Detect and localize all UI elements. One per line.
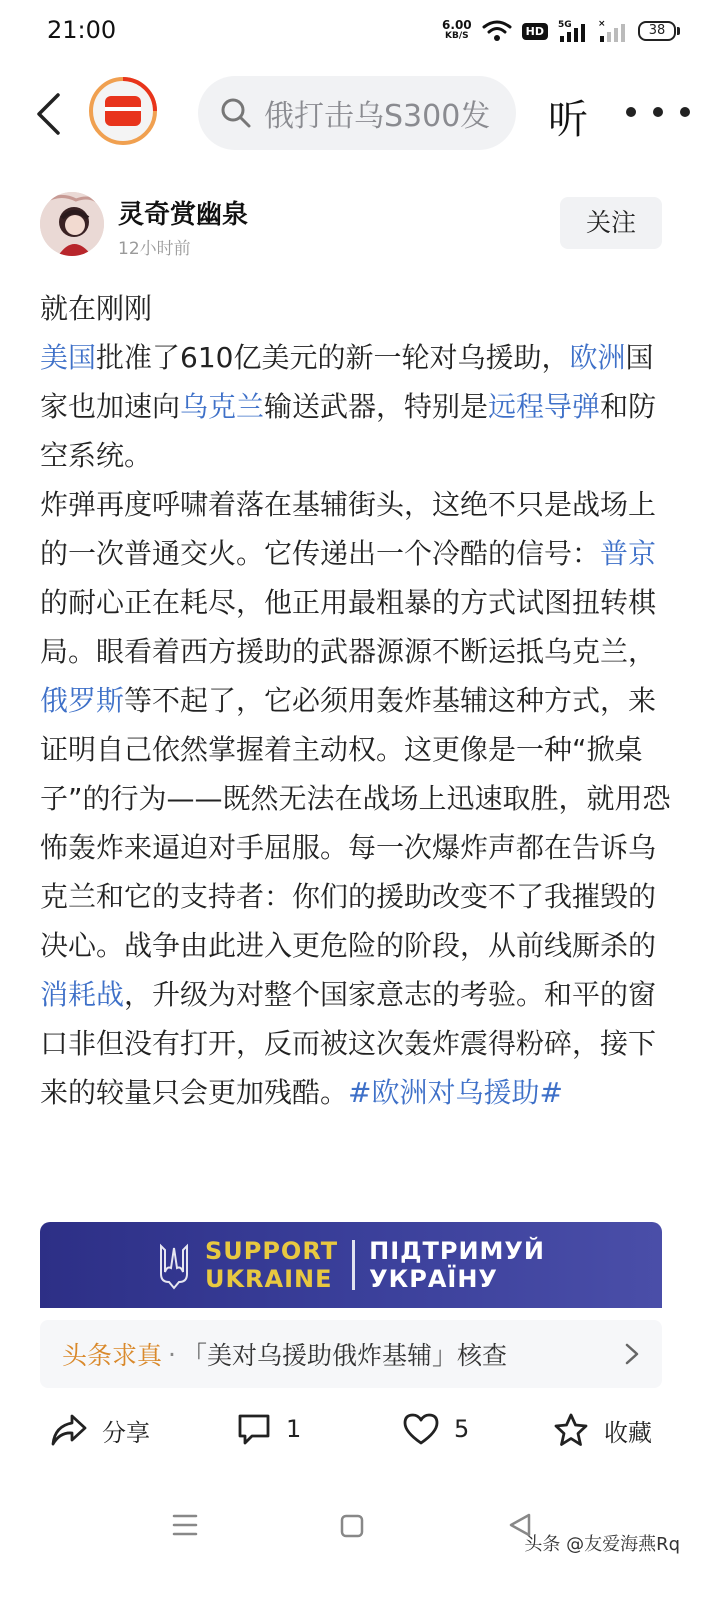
network-speed xyxy=(442,20,472,42)
banner-uk-line: УКРАЇНУ xyxy=(369,1265,498,1293)
author-name[interactable]: 灵奇赏幽泉 xyxy=(118,200,249,230)
trident-icon xyxy=(157,1240,191,1290)
article-text: 和防空系统。 xyxy=(40,390,657,472)
chevron-right-icon xyxy=(624,1342,640,1366)
more-dot-icon xyxy=(680,107,690,117)
link-europe[interactable]: 欧洲 xyxy=(569,341,626,374)
fact-check-card[interactable] xyxy=(40,1320,662,1388)
link-usa[interactable]: 美国 xyxy=(40,341,97,374)
article-text: 就在刚刚 xyxy=(40,292,153,325)
link-long-range-missile[interactable]: 远程导弹 xyxy=(488,390,601,423)
article-paragraph xyxy=(40,333,680,480)
network-speed-value: 6.00 xyxy=(442,18,472,32)
listen-button[interactable]: 听 xyxy=(548,97,588,143)
svg-text:×: × xyxy=(598,19,606,29)
chevron-left-icon xyxy=(34,92,62,136)
banner-divider xyxy=(352,1240,355,1290)
status-icons xyxy=(442,14,680,48)
battery-level: 38 xyxy=(638,21,676,41)
more-dot-icon xyxy=(653,107,663,117)
article-paragraph xyxy=(40,480,680,1117)
home-square-icon xyxy=(340,1514,364,1538)
like-count: 5 xyxy=(454,1415,470,1443)
toutiao-logo-icon xyxy=(88,76,158,146)
article-text: 输送武器，特别是 xyxy=(264,390,489,423)
comment-icon xyxy=(236,1412,272,1446)
like-button[interactable] xyxy=(402,1412,469,1446)
support-ukraine-image[interactable] xyxy=(40,1222,662,1308)
signal-5g-icon xyxy=(558,18,588,44)
back-button[interactable] xyxy=(28,88,68,140)
article-text: 的耐心正在耗尽，他正用最粗暴的方式试图扭转棋局。眼看着西方援助的武器源源不断运抵乌克兰， xyxy=(40,586,657,668)
hashtag-link[interactable]: #欧洲对乌援助# xyxy=(348,1076,563,1109)
watermark: 头条 @友爱海燕Rq xyxy=(524,1534,680,1555)
fact-check-brand: 头条求真 xyxy=(62,1341,163,1370)
wifi-icon xyxy=(482,19,512,43)
action-bar xyxy=(0,1400,720,1466)
status-time: 21:00 xyxy=(47,16,117,44)
svg-text:5G: 5G xyxy=(558,20,572,30)
battery-icon xyxy=(638,21,680,41)
article-text: 批准了610亿美元的新一轮对乌援助， xyxy=(96,341,570,374)
battery-tip xyxy=(677,27,680,35)
link-ukraine[interactable]: 乌克兰 xyxy=(180,390,265,423)
search-icon xyxy=(220,97,252,129)
article-paragraph xyxy=(40,284,680,333)
favorite-button[interactable] xyxy=(552,1412,652,1448)
toutiao-logo-button[interactable] xyxy=(88,76,158,146)
heart-icon xyxy=(402,1412,440,1446)
hd-badge: HD xyxy=(522,23,548,40)
search-placeholder: 俄打击乌S300发 xyxy=(264,99,491,134)
star-icon xyxy=(552,1412,590,1448)
more-dot-icon xyxy=(626,107,636,117)
recent-apps-button[interactable] xyxy=(172,1512,198,1542)
link-war-of-attrition[interactable]: 消耗战 xyxy=(40,978,125,1011)
banner-ukrainian-text xyxy=(369,1237,545,1293)
post-time: 12小时前 xyxy=(118,239,191,259)
article-text: 炸弹再度呼啸着落在基辅街头，这绝不只是战场上的一次普通交火。它传递出一个冷酷的信号： xyxy=(40,488,657,570)
banner-en-line: SUPPORT xyxy=(204,1237,339,1265)
article-text: 国家也加速向 xyxy=(40,341,654,423)
home-button[interactable] xyxy=(340,1514,364,1542)
share-icon xyxy=(50,1412,88,1448)
network-speed-unit: KB/S xyxy=(445,31,469,41)
search-input[interactable] xyxy=(198,76,516,150)
author-avatar[interactable] xyxy=(40,192,104,256)
fact-check-separator: · xyxy=(168,1339,176,1369)
comment-button[interactable] xyxy=(236,1412,301,1446)
fact-check-title: 「美对乌援助俄炸基辅」核查 xyxy=(181,1341,507,1370)
link-putin[interactable]: 普京 xyxy=(600,537,657,570)
article-text: ，升级为对整个国家意志的考验。和平的窗口非但没有打开，反而被这次轰炸震得粉碎，接下来的较量只会更加残酷。 xyxy=(40,978,657,1109)
article-text: 等不起了，它必须用轰炸基辅这种方式，来证明自己依然掌握着主动权。这更像是一种“掀桌子”的行为——既然无法在战场上迅速取胜，就用恐怖轰炸来逼迫对手屈服。每一次爆炸声都在告诉乌克兰和它的支持者：你们的援助改变不了我摧毁的决心。战争由此进入更危险的阶段，从前线厮杀的 xyxy=(40,684,671,962)
share-label: 分享 xyxy=(102,1418,150,1447)
menu-icon xyxy=(172,1512,198,1538)
banner-uk-line: ПІДТРИМУЙ xyxy=(369,1237,546,1265)
signal-icon xyxy=(598,18,628,44)
more-options-button[interactable] xyxy=(626,100,690,124)
banner-english-text xyxy=(205,1237,338,1293)
share-button[interactable] xyxy=(50,1412,150,1448)
comment-count: 1 xyxy=(286,1415,302,1443)
follow-button[interactable]: 关注 xyxy=(560,197,662,249)
avatar-image xyxy=(40,192,104,256)
favorite-label: 收藏 xyxy=(604,1418,652,1447)
link-russia[interactable]: 俄罗斯 xyxy=(40,684,125,717)
article-body xyxy=(40,284,680,1117)
banner-en-line: UKRAINE xyxy=(204,1265,333,1293)
